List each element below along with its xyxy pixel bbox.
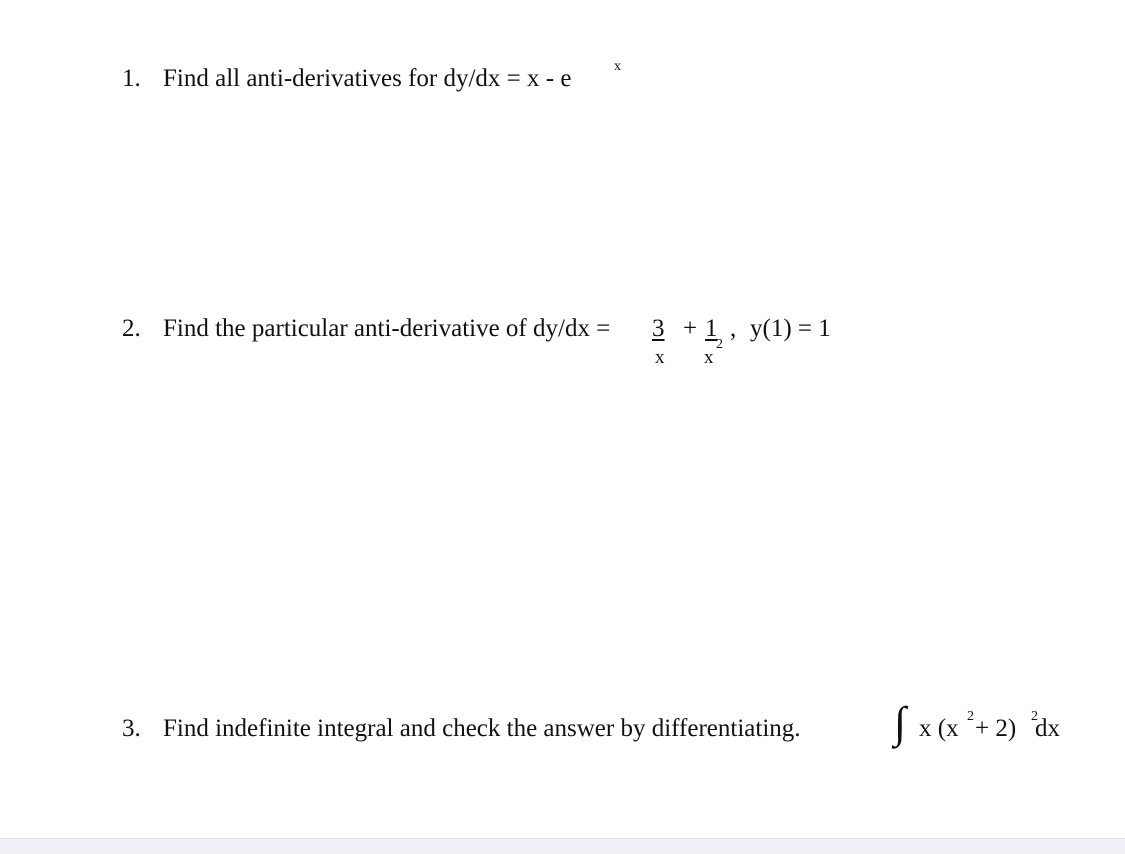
fraction-2-denominator: x — [704, 347, 714, 368]
integrand-part-b: + 2) — [975, 715, 1017, 742]
comma: , — [730, 315, 737, 342]
integrand-part-a: x (x — [919, 715, 959, 742]
integrand-part-c: dx — [1035, 715, 1060, 742]
initial-condition: y(1) = 1 — [750, 315, 831, 342]
fraction-1-denominator: x — [655, 347, 665, 368]
problem-3-text: Find indefinite integral and check the answer by differentiating. — [163, 715, 801, 742]
problem-1-number: 1. — [122, 65, 141, 92]
integral-sign: ∫ — [894, 698, 907, 747]
integrand-exponent-a: 2 — [967, 709, 974, 724]
plus-sign: + — [683, 315, 698, 342]
fraction-2-exponent: 2 — [716, 337, 723, 352]
problem-3-number: 3. — [122, 715, 141, 742]
problem-2-number: 2. — [122, 315, 141, 342]
integrand-exponent-b: 2 — [1031, 709, 1038, 724]
problem-2-text: Find the particular anti-derivative of dy/dx = — [163, 315, 611, 342]
problem-1-exponent: x — [614, 59, 621, 74]
fraction-2-numerator: 1 — [705, 315, 718, 342]
fraction-1-numerator: 3 — [652, 315, 665, 342]
bottom-scroll-bar — [0, 838, 1125, 854]
problem-1-text: Find all anti-derivatives for dy/dx = x - e — [163, 65, 572, 92]
